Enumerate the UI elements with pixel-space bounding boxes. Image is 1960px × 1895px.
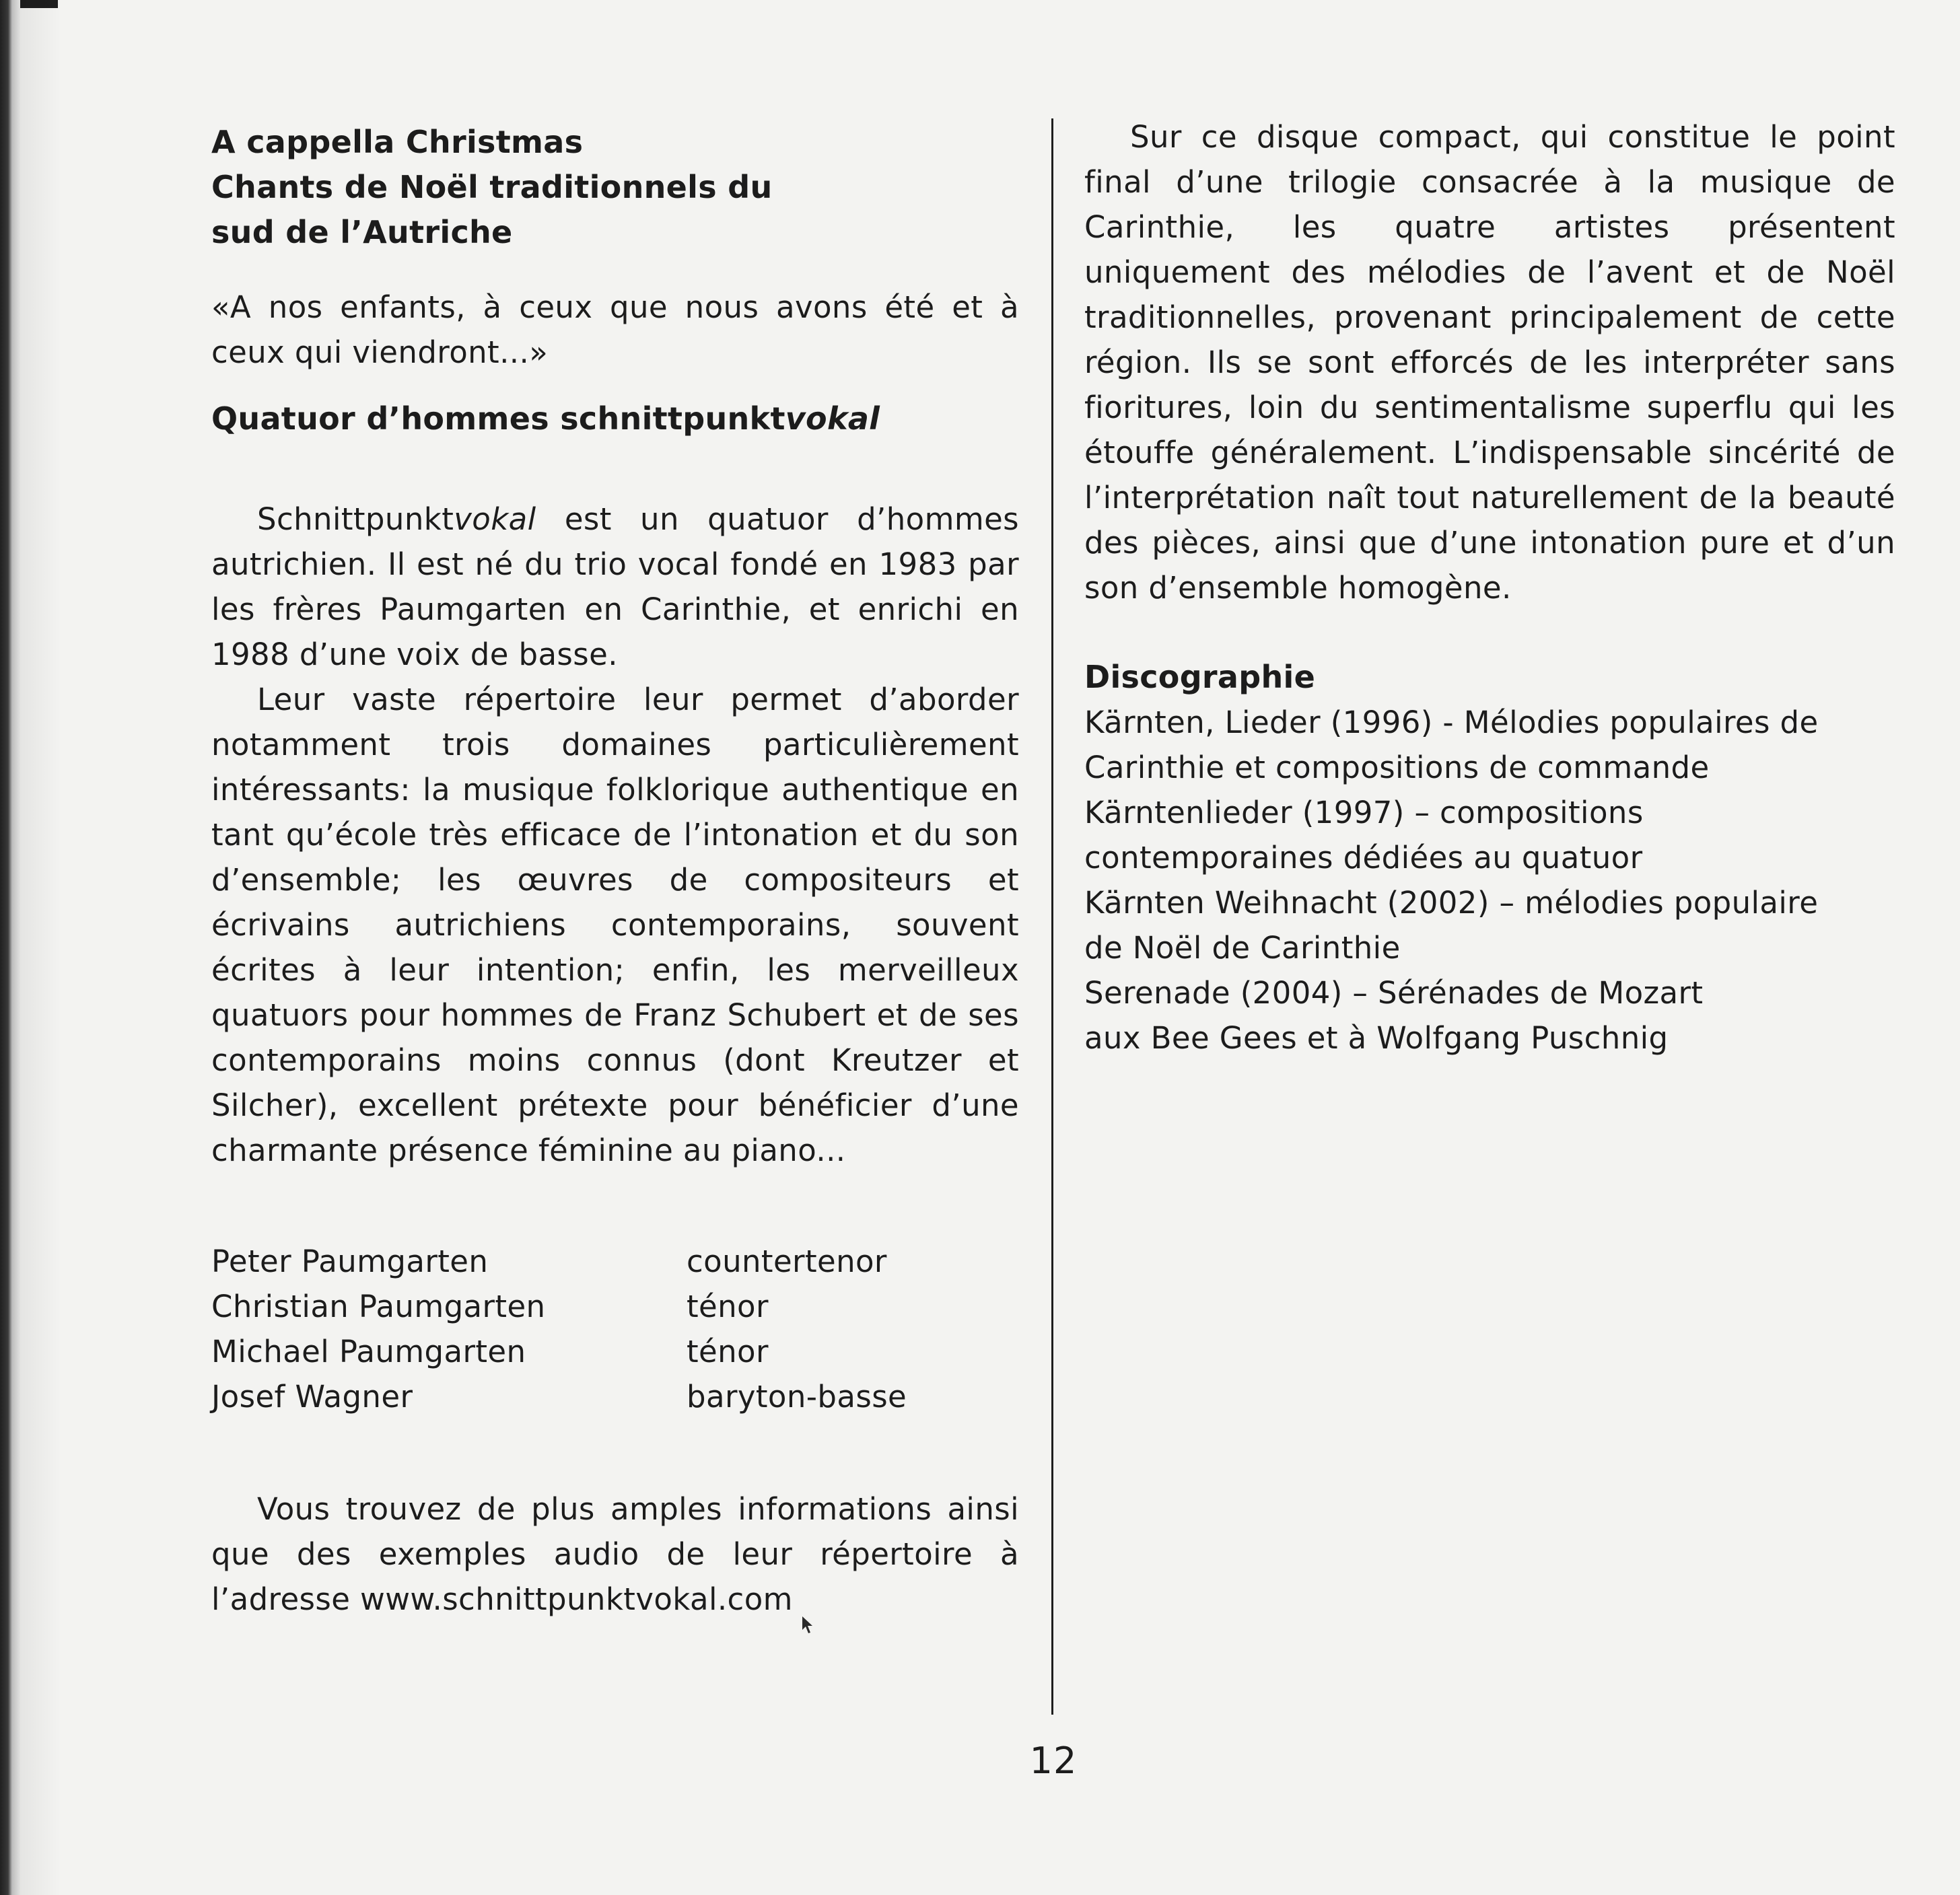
discography-heading: Discographie bbox=[1084, 659, 1316, 695]
paragraph-repertoire: Leur vaste répertoire leur permet d’aborder notamment trois domaines particulièrement intéressants: la musique folklorique authentique en tant qu’école très efficace de l’intonation et du son d’ensemble; les œuvres de compositeurs et écrivains autrichiens contemporains, souvent écrites à leur intention; enfin, les merveilleux quatuors pour hommes de Franz Schubert et de ses contemporains moins connus (dont Kreutzer et Silcher), excellent prétexte pour bénéficier d’une charmante présence féminine au piano... bbox=[211, 682, 1019, 1168]
column-divider bbox=[1051, 118, 1053, 1715]
discography-list bbox=[1084, 700, 1895, 1061]
member-voice: ténor bbox=[687, 1334, 769, 1369]
title-line-1: A cappella Christmas bbox=[211, 124, 584, 160]
member-name: Michael Paumgarten bbox=[211, 1334, 526, 1369]
right-column bbox=[1084, 114, 1895, 1061]
page-shadow bbox=[20, 0, 61, 1895]
paragraph-1-rest: est un quatuor d’hommes autrichien. Il est né du trio vocal fondé en 1983 par les frères Paumgarten en Carinthie, et enrichi en 1988 d’une voix de basse. bbox=[211, 501, 1019, 672]
paragraph-1-lead-italic: vokal bbox=[454, 501, 536, 537]
dedication-quote: «A nos enfants, à ceux que nous avons été et à ceux qui viendront...» bbox=[211, 289, 1019, 370]
member-voice: ténor bbox=[687, 1289, 769, 1324]
discography-line: Kärntenlieder (1997) – compositions bbox=[1084, 795, 1644, 830]
left-column bbox=[211, 120, 1019, 1622]
paragraph-about-quartet bbox=[211, 497, 1019, 677]
binding-edge bbox=[0, 0, 20, 1895]
member-name: Josef Wagner bbox=[211, 1379, 413, 1415]
section-heading-italic: vokal bbox=[785, 400, 880, 437]
discography-line: Serenade (2004) – Sérénades de Mozart bbox=[1084, 975, 1704, 1011]
discography-line: Kärnten, Lieder (1996) - Mélodies populaires de bbox=[1084, 705, 1819, 740]
discography-line: contemporaines dédiées au quatuor bbox=[1084, 840, 1643, 875]
discography-line: Carinthie et compositions de commande bbox=[1084, 750, 1710, 785]
section-heading-quatuor bbox=[211, 396, 1019, 441]
section-heading-regular: Quatuor d’hommes schnittpunkt bbox=[211, 400, 785, 437]
title-line-3: sud de l’Autriche bbox=[211, 214, 513, 250]
paragraph-1-lead: Schnittpunkt bbox=[257, 501, 454, 537]
title-line-2: Chants de Noël traditionnels du bbox=[211, 169, 773, 205]
member-voice: countertenor bbox=[687, 1244, 887, 1279]
page-number: 12 bbox=[1029, 1740, 1078, 1782]
member-name: Peter Paumgarten bbox=[211, 1244, 489, 1279]
discography-line: de Noël de Carinthie bbox=[1084, 930, 1401, 966]
discography-line: aux Bee Gees et à Wolfgang Puschnig bbox=[1084, 1020, 1669, 1056]
member-voice: baryton-basse bbox=[687, 1379, 907, 1415]
cursor-icon bbox=[801, 1615, 814, 1635]
discography-line: Kärnten Weihnacht (2002) – mélodies populaire bbox=[1084, 885, 1819, 921]
paragraph-album-intro: Sur ce disque compact, qui constitue le point final d’une trilogie consacrée à la musique de Carinthie, les quatre artistes présentent uniquement des mélodies de l’avent et de Noël traditionnelles, provenant principalement de cette région. Ils se sont efforcés de les interpréter sans fioritures, loin du sentimentalisme superflu qui les étouffe généralement. L’indispensable sincérité de l’interprétation naît tout naturellement de la beauté des pièces, ainsi que d’une intonation pure et d’un son d’ensemble homogène. bbox=[1084, 119, 1895, 606]
member-name: Christian Paumgarten bbox=[211, 1289, 546, 1324]
paragraph-more-info: Vous trouvez de plus amples informations ainsi que des exemples audio de leur répertoire à l’adresse www.schnittpunktvokal.com bbox=[211, 1491, 1019, 1617]
members-list bbox=[211, 1239, 1019, 1419]
